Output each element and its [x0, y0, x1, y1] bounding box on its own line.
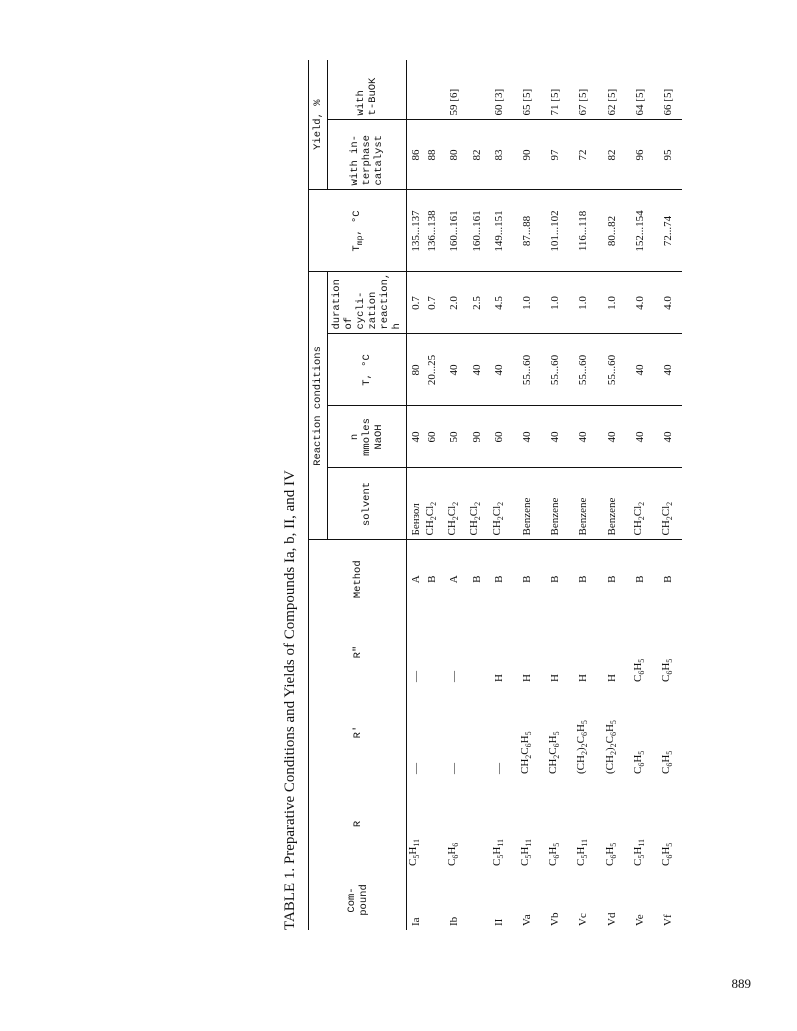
cell-solvent: $CH_2Cl_2$ — [440, 468, 468, 540]
cell-mmoles: 40 — [598, 406, 626, 468]
cell-yield-tbuok: 65 [5] — [513, 60, 541, 120]
cell-compound: Vc — [577, 913, 590, 926]
cell-yield-cat: 88 — [424, 120, 440, 190]
cell-temp: 40 — [468, 334, 484, 406]
cell-solvent: $CH_2Cl_2$ — [485, 468, 513, 540]
cell-solvent: $CH_2Cl_2$ — [424, 468, 440, 540]
cell-r1: $C_6H_5$ — [659, 750, 675, 774]
table-body — [407, 60, 682, 930]
cell-mmoles: 40 — [569, 406, 597, 468]
cell-mmoles: 40 — [654, 406, 682, 468]
data-table — [308, 60, 682, 930]
cell-duration: 4.0 — [626, 272, 654, 334]
cell-tmp: 135...137 — [407, 190, 424, 272]
cell-r — [424, 778, 440, 870]
cell-compound: II — [492, 918, 505, 926]
cell-method: B — [425, 575, 438, 583]
table-row — [407, 60, 424, 930]
cell-compound: Va — [521, 914, 534, 926]
cell-r1: $C_6H_5$ — [631, 750, 646, 774]
header-solvent: solvent — [328, 468, 407, 540]
cell-solvent: Benzene — [569, 468, 597, 540]
cell-tmp: 160...161 — [440, 190, 468, 272]
cell-r: $C_6H_5$ — [547, 842, 562, 866]
cell-solvent: Benzene — [598, 468, 626, 540]
cell-temp: 40 — [654, 334, 682, 406]
cell-tmp: 87...88 — [513, 190, 541, 272]
cell-tmp: 72...74 — [654, 190, 682, 272]
header-with-tbuok: with t-BuOK — [328, 60, 407, 120]
cell-yield-tbuok: 62 [5] — [598, 60, 626, 120]
table-row — [513, 60, 541, 930]
cell-method: B — [662, 575, 675, 583]
cell-yield-cat: 82 — [598, 120, 626, 190]
cell-r2 — [468, 618, 484, 686]
table-row — [485, 60, 513, 930]
cell-tmp: 160...161 — [468, 190, 484, 272]
cell-yield-tbuok: 59 [6] — [440, 60, 468, 120]
cell-r1: $CH_2C_6H_5$ — [518, 731, 534, 774]
cell-r2: H — [577, 674, 590, 682]
table-row — [626, 60, 654, 930]
cell-yield-tbuok: 64 [5] — [626, 60, 654, 120]
cell-yield-tbuok: 60 [3] — [485, 60, 513, 120]
cell-tmp: 101...102 — [541, 190, 569, 272]
header-reaction-conditions: Reaction conditions — [309, 272, 328, 540]
cell-duration: 1.0 — [541, 272, 569, 334]
cell-mmoles: 60 — [424, 406, 440, 468]
cell-tmp: 149...151 — [485, 190, 513, 272]
cell-method: B — [549, 575, 562, 583]
table-row — [541, 60, 569, 930]
cell-tmp: 136...138 — [424, 190, 440, 272]
cell-r: $C_5H_{11}$ — [407, 839, 422, 866]
header-mmoles: n mmoles NaOH — [328, 406, 407, 468]
cell-solvent: Benzene — [541, 468, 569, 540]
cell-r1 — [468, 686, 484, 778]
cell-r: $C_6H_6$ — [446, 842, 461, 866]
cell-r: $C_5H_{11}$ — [575, 839, 590, 866]
table-row — [468, 60, 484, 930]
cell-r2: H — [492, 674, 505, 682]
cell-r2: $C_6H_5$ — [631, 658, 646, 682]
cell-r2: — — [409, 671, 422, 682]
cell-duration: 0.7 — [407, 272, 424, 334]
cell-yield-cat: 90 — [513, 120, 541, 190]
cell-r2: H — [549, 674, 562, 682]
header-tmp: $T_{mp}$, °C — [309, 190, 407, 272]
header-duration: duration of cycli- zation reaction, h — [328, 272, 407, 334]
cell-duration: 2.0 — [440, 272, 468, 334]
cell-mmoles: 40 — [513, 406, 541, 468]
cell-temp: 20...25 — [424, 334, 440, 406]
cell-temp: 80 — [407, 334, 424, 406]
cell-yield-tbuok — [424, 60, 440, 120]
cell-yield-tbuok — [468, 60, 484, 120]
page-number: 889 — [731, 976, 751, 991]
table-caption: TABLE 1. Preparative Conditions and Yields of Compounds Ia, b, II, and IV — [282, 470, 298, 930]
header-method: Method — [309, 540, 407, 618]
cell-yield-tbuok: 71 [5] — [541, 60, 569, 120]
cell-yield-tbuok — [407, 60, 424, 120]
cell-r: $C_6H_5$ — [659, 842, 675, 866]
cell-mmoles: 90 — [468, 406, 484, 468]
cell-yield-tbuok: 67 [5] — [569, 60, 597, 120]
cell-temp: 40 — [440, 334, 468, 406]
cell-temp: 55...60 — [541, 334, 569, 406]
header-temp: T, °C — [328, 334, 407, 406]
cell-r — [468, 778, 484, 870]
cell-r2: H — [605, 674, 618, 682]
cell-solvent: Benzene — [513, 468, 541, 540]
table-row — [424, 60, 440, 930]
cell-yield-cat: 83 — [485, 120, 513, 190]
cell-mmoles: 50 — [440, 406, 468, 468]
table-row — [598, 60, 626, 930]
header-compound: Com- pound — [309, 870, 407, 930]
cell-r1: — — [409, 763, 422, 774]
cell-yield-cat: 82 — [468, 120, 484, 190]
cell-r1: $CH_2C_6H_5$ — [547, 731, 562, 774]
cell-method: A — [448, 575, 461, 584]
cell-compound: Vf — [662, 914, 675, 926]
cell-temp: 55...60 — [598, 334, 626, 406]
cell-yield-cat: 97 — [541, 120, 569, 190]
table-row — [440, 60, 468, 930]
cell-temp: 40 — [485, 334, 513, 406]
cell-tmp: 152...154 — [626, 190, 654, 272]
cell-mmoles: 60 — [485, 406, 513, 468]
cell-duration: 1.0 — [569, 272, 597, 334]
cell-duration: 4.0 — [654, 272, 682, 334]
cell-r2 — [424, 618, 440, 686]
cell-r1: $(CH_2)_2C_6H_5$ — [575, 720, 590, 774]
header-r: R — [309, 778, 407, 870]
header-yield: Yield, % — [309, 60, 328, 190]
header-r2: R" — [309, 618, 407, 686]
cell-temp: 40 — [626, 334, 654, 406]
cell-yield-cat: 96 — [626, 120, 654, 190]
cell-yield-cat: 95 — [654, 120, 682, 190]
cell-method: B — [492, 575, 505, 583]
cell-method: A — [409, 575, 422, 584]
table-row — [654, 60, 682, 930]
header-with-interphase: with in- terphase catalyst — [328, 120, 407, 190]
cell-method: B — [577, 575, 590, 583]
cell-method: B — [633, 575, 646, 583]
cell-yield-cat: 86 — [407, 120, 424, 190]
cell-duration: 0.7 — [424, 272, 440, 334]
cell-duration: 1.0 — [598, 272, 626, 334]
cell-solvent: Бензол — [407, 468, 424, 540]
cell-temp: 55...60 — [569, 334, 597, 406]
cell-compound: Ib — [448, 916, 461, 926]
cell-compound — [424, 870, 440, 930]
cell-compound: Vd — [605, 912, 618, 926]
cell-method: B — [521, 575, 534, 583]
cell-r1 — [424, 686, 440, 778]
cell-r1: — — [492, 763, 505, 774]
cell-r2: H — [521, 674, 534, 682]
cell-method: B — [470, 575, 483, 583]
cell-duration: 4.5 — [485, 272, 513, 334]
cell-compound: Vb — [549, 912, 562, 926]
cell-r2: — — [448, 671, 461, 682]
cell-compound: Ve — [633, 914, 646, 926]
cell-mmoles: 40 — [626, 406, 654, 468]
header-r1: R' — [309, 686, 407, 778]
cell-r: $C_6H_5$ — [603, 842, 618, 866]
cell-duration: 2.5 — [468, 272, 484, 334]
table-row — [569, 60, 597, 930]
cell-solvent: $CH_2Cl_2$ — [626, 468, 654, 540]
cell-solvent: $CH_2Cl_2$ — [654, 468, 682, 540]
cell-r1: — — [448, 763, 461, 774]
cell-yield-tbuok: 66 [5] — [654, 60, 682, 120]
cell-solvent: $CH_2Cl_2$ — [468, 468, 484, 540]
cell-compound: Ia — [409, 917, 422, 926]
cell-r1: $(CH_2)_2C_6H_5$ — [603, 720, 618, 774]
cell-duration: 1.0 — [513, 272, 541, 334]
cell-mmoles: 40 — [541, 406, 569, 468]
cell-method: B — [605, 575, 618, 583]
cell-mmoles: 40 — [407, 406, 424, 468]
cell-compound — [468, 870, 484, 930]
cell-r: $C_5H_{11}$ — [518, 839, 534, 866]
cell-r: $C_5H_{11}$ — [631, 839, 646, 866]
cell-yield-cat: 80 — [440, 120, 468, 190]
cell-tmp: 116...118 — [569, 190, 597, 272]
cell-temp: 55...60 — [513, 334, 541, 406]
cell-r: $C_5H_{11}$ — [490, 839, 505, 866]
cell-tmp: 80...82 — [598, 190, 626, 272]
rotated-table-block — [278, 60, 738, 930]
cell-r2: $C_6H_5$ — [659, 658, 675, 682]
cell-yield-cat: 72 — [569, 120, 597, 190]
